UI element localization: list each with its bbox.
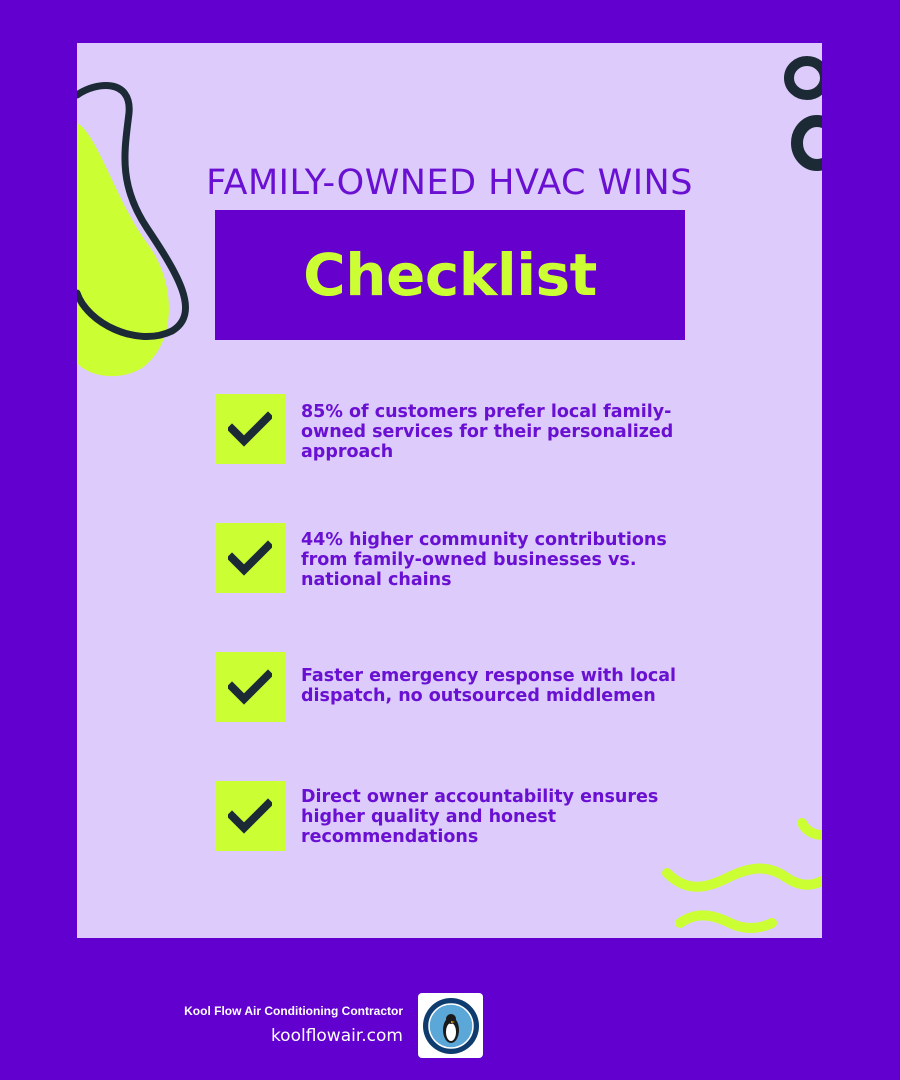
list-item-text: Faster emergency response with local dispatch, no outsourced middlemen (301, 666, 677, 706)
list-item-2 (215, 523, 775, 593)
company-name: Kool Flow Air Conditioning Contractor (184, 1004, 403, 1018)
list-item-text: 85% of customers prefer local family-owned services for their personalized approach (301, 402, 674, 462)
list-item-1 (215, 394, 775, 464)
company-logo (418, 993, 483, 1058)
list-item-text: 44% higher community contributions from family-owned businesses vs. national chains (301, 530, 667, 590)
checklist-card (77, 43, 822, 938)
check-icon (215, 781, 285, 851)
penguin-logo-icon (422, 997, 480, 1055)
list-item-3 (215, 652, 775, 722)
check-icon (215, 523, 285, 593)
list-item-4 (215, 781, 775, 851)
title-box (215, 210, 685, 340)
headline: FAMILY-OWNED HVAC WINS (206, 163, 693, 203)
checklist-title: Checklist (303, 241, 597, 309)
dark-rings-decoration (777, 48, 822, 178)
lime-blob-decoration (77, 43, 227, 383)
check-icon (215, 652, 285, 722)
check-icon (215, 394, 285, 464)
list-item-text: Direct owner accountability ensures higher quality and honest recommendations (301, 787, 659, 847)
company-url[interactable]: koolflowair.com (270, 1026, 403, 1046)
